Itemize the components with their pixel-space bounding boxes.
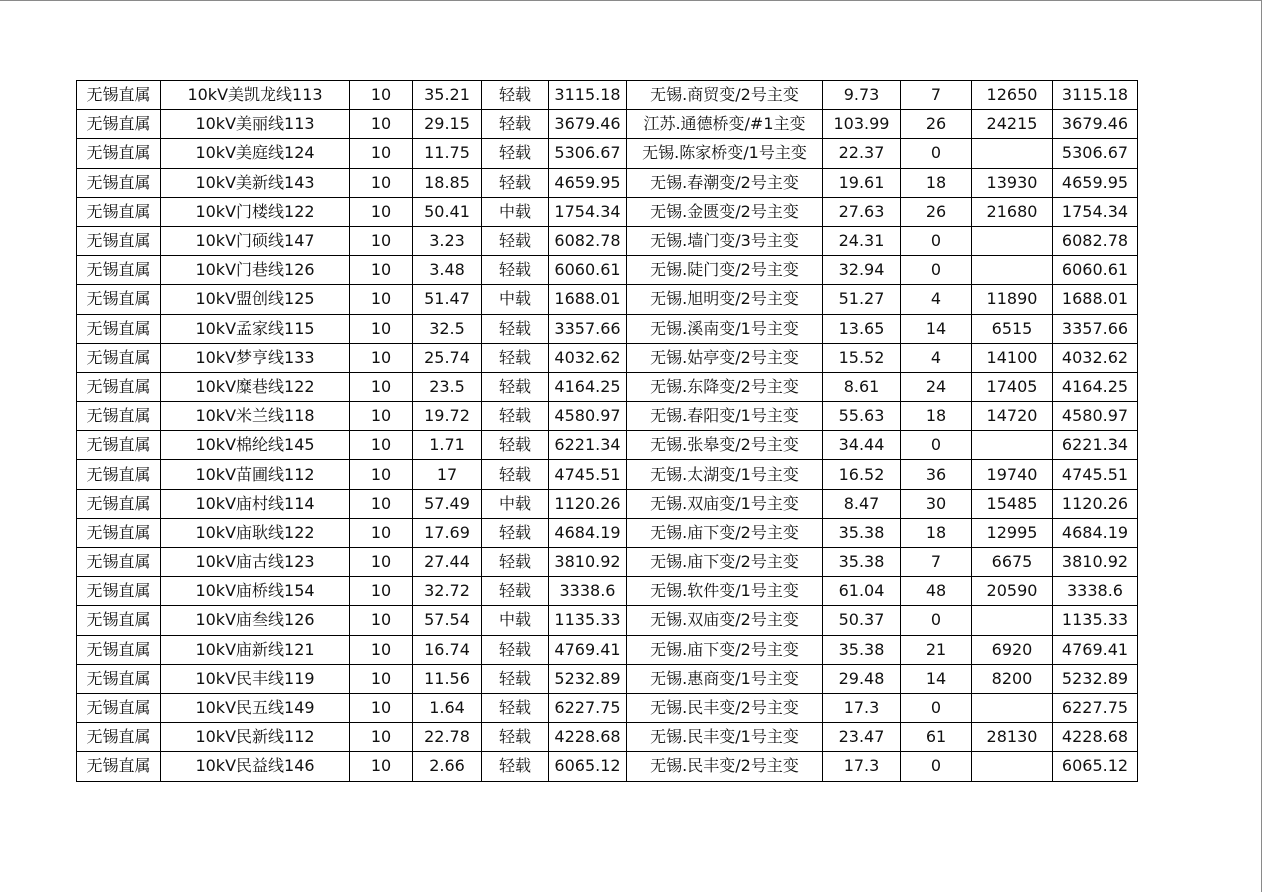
- spreadsheet-page: [76, 80, 1138, 782]
- unit-cell: 无锡直属: [77, 460, 161, 489]
- transformer-value-cell: 22.37: [823, 139, 901, 168]
- count-cell: 24: [901, 372, 972, 401]
- transformer-cell: 无锡.双庙变/1号主变: [627, 489, 823, 518]
- feeder-name-cell: 10kV美丽线113: [161, 110, 350, 139]
- load-level-cell: 轻载: [482, 372, 549, 401]
- feeder-name-cell: 10kV庙古线123: [161, 548, 350, 577]
- unit-cell: 无锡直属: [77, 518, 161, 547]
- amount-cell: 12995: [972, 518, 1053, 547]
- voltage-cell: 10: [350, 460, 413, 489]
- amount-cell: 14720: [972, 402, 1053, 431]
- transformer-cell: 江苏.通德桥变/#1主变: [627, 110, 823, 139]
- table-row: [77, 110, 1138, 139]
- feeder-name-cell: 10kV民五线149: [161, 693, 350, 722]
- feeder-name-cell: 10kV盟创线125: [161, 285, 350, 314]
- load-rate-cell: 1.64: [413, 693, 482, 722]
- feeder-name-cell: 10kV苗圃线112: [161, 460, 350, 489]
- amount-cell: [972, 693, 1053, 722]
- table-row: [77, 139, 1138, 168]
- voltage-cell: 10: [350, 168, 413, 197]
- count-cell: 18: [901, 402, 972, 431]
- load-level-cell: 轻载: [482, 431, 549, 460]
- load-level-cell: 轻载: [482, 226, 549, 255]
- amount-cell: 11890: [972, 285, 1053, 314]
- table-row: [77, 489, 1138, 518]
- capacity-cell: 4032.62: [549, 343, 627, 372]
- voltage-cell: 10: [350, 314, 413, 343]
- transformer-value-cell: 27.63: [823, 197, 901, 226]
- table-row: [77, 460, 1138, 489]
- voltage-cell: 10: [350, 635, 413, 664]
- amount-cell: 13930: [972, 168, 1053, 197]
- amount-cell: 19740: [972, 460, 1053, 489]
- load-rate-cell: 1.71: [413, 431, 482, 460]
- count-cell: 14: [901, 664, 972, 693]
- load-rate-cell: 3.23: [413, 226, 482, 255]
- transformer-value-cell: 35.38: [823, 635, 901, 664]
- table-row: [77, 372, 1138, 401]
- unit-cell: 无锡直属: [77, 664, 161, 693]
- load-level-cell: 轻载: [482, 343, 549, 372]
- margin-cell: 3810.92: [1053, 548, 1138, 577]
- load-rate-cell: 27.44: [413, 548, 482, 577]
- load-rate-cell: 57.49: [413, 489, 482, 518]
- feeder-name-cell: 10kV庙桥线154: [161, 577, 350, 606]
- margin-cell: 4745.51: [1053, 460, 1138, 489]
- voltage-cell: 10: [350, 110, 413, 139]
- margin-cell: 1754.34: [1053, 197, 1138, 226]
- count-cell: 36: [901, 460, 972, 489]
- load-rate-cell: 25.74: [413, 343, 482, 372]
- margin-cell: 1688.01: [1053, 285, 1138, 314]
- feeder-name-cell: 10kV庙耿线122: [161, 518, 350, 547]
- load-level-cell: 轻载: [482, 168, 549, 197]
- voltage-cell: 10: [350, 402, 413, 431]
- transformer-cell: 无锡.民丰变/1号主变: [627, 723, 823, 752]
- load-level-cell: 中载: [482, 197, 549, 226]
- amount-cell: 20590: [972, 577, 1053, 606]
- load-rate-cell: 16.74: [413, 635, 482, 664]
- count-cell: 0: [901, 693, 972, 722]
- feeder-name-cell: 10kV民丰线119: [161, 664, 350, 693]
- count-cell: 0: [901, 256, 972, 285]
- table-row: [77, 343, 1138, 372]
- load-rate-cell: 2.66: [413, 752, 482, 781]
- load-level-cell: 中载: [482, 285, 549, 314]
- amount-cell: [972, 256, 1053, 285]
- count-cell: 7: [901, 81, 972, 110]
- unit-cell: 无锡直属: [77, 431, 161, 460]
- feeder-name-cell: 10kV美凯龙线113: [161, 81, 350, 110]
- unit-cell: 无锡直属: [77, 402, 161, 431]
- feeder-name-cell: 10kV糜巷线122: [161, 372, 350, 401]
- load-rate-cell: 29.15: [413, 110, 482, 139]
- transformer-cell: 无锡.庙下变/2号主变: [627, 548, 823, 577]
- capacity-cell: 6221.34: [549, 431, 627, 460]
- count-cell: 0: [901, 226, 972, 255]
- voltage-cell: 10: [350, 139, 413, 168]
- unit-cell: 无锡直属: [77, 693, 161, 722]
- unit-cell: 无锡直属: [77, 110, 161, 139]
- margin-cell: 3679.46: [1053, 110, 1138, 139]
- margin-cell: 3115.18: [1053, 81, 1138, 110]
- margin-cell: 3338.6: [1053, 577, 1138, 606]
- voltage-cell: 10: [350, 606, 413, 635]
- margin-cell: 6082.78: [1053, 226, 1138, 255]
- table-row: [77, 314, 1138, 343]
- feeder-name-cell: 10kV民益线146: [161, 752, 350, 781]
- load-level-cell: 中载: [482, 606, 549, 635]
- voltage-cell: 10: [350, 226, 413, 255]
- transformer-cell: 无锡.墙门变/3号主变: [627, 226, 823, 255]
- transformer-value-cell: 8.61: [823, 372, 901, 401]
- voltage-cell: 10: [350, 518, 413, 547]
- margin-cell: 4580.97: [1053, 402, 1138, 431]
- load-rate-cell: 17: [413, 460, 482, 489]
- count-cell: 21: [901, 635, 972, 664]
- load-level-cell: 轻载: [482, 664, 549, 693]
- load-level-cell: 轻载: [482, 256, 549, 285]
- transformer-value-cell: 13.65: [823, 314, 901, 343]
- count-cell: 18: [901, 168, 972, 197]
- table-row: [77, 518, 1138, 547]
- capacity-cell: 1754.34: [549, 197, 627, 226]
- voltage-cell: 10: [350, 256, 413, 285]
- table-row: [77, 606, 1138, 635]
- transformer-value-cell: 17.3: [823, 752, 901, 781]
- load-rate-cell: 3.48: [413, 256, 482, 285]
- capacity-cell: 6082.78: [549, 226, 627, 255]
- capacity-cell: 3338.6: [549, 577, 627, 606]
- unit-cell: 无锡直属: [77, 343, 161, 372]
- voltage-cell: 10: [350, 664, 413, 693]
- transformer-value-cell: 34.44: [823, 431, 901, 460]
- margin-cell: 4164.25: [1053, 372, 1138, 401]
- table-row: [77, 256, 1138, 285]
- unit-cell: 无锡直属: [77, 168, 161, 197]
- margin-cell: 4769.41: [1053, 635, 1138, 664]
- table-row: [77, 81, 1138, 110]
- capacity-cell: 4580.97: [549, 402, 627, 431]
- amount-cell: [972, 139, 1053, 168]
- count-cell: 30: [901, 489, 972, 518]
- capacity-cell: 3357.66: [549, 314, 627, 343]
- load-level-cell: 轻载: [482, 693, 549, 722]
- transformer-value-cell: 55.63: [823, 402, 901, 431]
- amount-cell: 8200: [972, 664, 1053, 693]
- amount-cell: 15485: [972, 489, 1053, 518]
- transformer-cell: 无锡.惠商变/1号主变: [627, 664, 823, 693]
- transformer-value-cell: 15.52: [823, 343, 901, 372]
- count-cell: 4: [901, 343, 972, 372]
- capacity-cell: 4228.68: [549, 723, 627, 752]
- load-level-cell: 轻载: [482, 548, 549, 577]
- transformer-cell: 无锡.民丰变/2号主变: [627, 693, 823, 722]
- transformer-value-cell: 35.38: [823, 518, 901, 547]
- voltage-cell: 10: [350, 372, 413, 401]
- unit-cell: 无锡直属: [77, 314, 161, 343]
- transformer-cell: 无锡.春潮变/2号主变: [627, 168, 823, 197]
- count-cell: 4: [901, 285, 972, 314]
- transformer-cell: 无锡.金匮变/2号主变: [627, 197, 823, 226]
- unit-cell: 无锡直属: [77, 285, 161, 314]
- amount-cell: 24215: [972, 110, 1053, 139]
- voltage-cell: 10: [350, 343, 413, 372]
- transformer-cell: 无锡.陈家桥变/1号主变: [627, 139, 823, 168]
- unit-cell: 无锡直属: [77, 635, 161, 664]
- capacity-cell: 4769.41: [549, 635, 627, 664]
- margin-cell: 4684.19: [1053, 518, 1138, 547]
- load-rate-cell: 19.72: [413, 402, 482, 431]
- unit-cell: 无锡直属: [77, 577, 161, 606]
- margin-cell: 4659.95: [1053, 168, 1138, 197]
- transformer-value-cell: 50.37: [823, 606, 901, 635]
- voltage-cell: 10: [350, 197, 413, 226]
- transformer-value-cell: 24.31: [823, 226, 901, 255]
- amount-cell: 6675: [972, 548, 1053, 577]
- capacity-cell: 1120.26: [549, 489, 627, 518]
- count-cell: 26: [901, 197, 972, 226]
- capacity-cell: 6065.12: [549, 752, 627, 781]
- load-rate-cell: 17.69: [413, 518, 482, 547]
- table-row: [77, 431, 1138, 460]
- unit-cell: 无锡直属: [77, 139, 161, 168]
- table-row: [77, 548, 1138, 577]
- transformer-value-cell: 17.3: [823, 693, 901, 722]
- capacity-cell: 5306.67: [549, 139, 627, 168]
- transformer-value-cell: 32.94: [823, 256, 901, 285]
- load-rate-cell: 11.75: [413, 139, 482, 168]
- margin-cell: 1135.33: [1053, 606, 1138, 635]
- voltage-cell: 10: [350, 431, 413, 460]
- margin-cell: 6227.75: [1053, 693, 1138, 722]
- count-cell: 0: [901, 139, 972, 168]
- load-rate-cell: 57.54: [413, 606, 482, 635]
- capacity-cell: 6227.75: [549, 693, 627, 722]
- transformer-cell: 无锡.张皋变/2号主变: [627, 431, 823, 460]
- capacity-cell: 4659.95: [549, 168, 627, 197]
- capacity-cell: 4684.19: [549, 518, 627, 547]
- load-level-cell: 轻载: [482, 314, 549, 343]
- amount-cell: 17405: [972, 372, 1053, 401]
- load-level-cell: 轻载: [482, 110, 549, 139]
- transformer-value-cell: 103.99: [823, 110, 901, 139]
- page-edge-top: [0, 0, 1262, 1]
- margin-cell: 5306.67: [1053, 139, 1138, 168]
- feeder-name-cell: 10kV棉纶线145: [161, 431, 350, 460]
- count-cell: 7: [901, 548, 972, 577]
- transformer-cell: 无锡.商贸变/2号主变: [627, 81, 823, 110]
- transformer-value-cell: 9.73: [823, 81, 901, 110]
- capacity-cell: 3115.18: [549, 81, 627, 110]
- table-row: [77, 577, 1138, 606]
- unit-cell: 无锡直属: [77, 197, 161, 226]
- table-row: [77, 402, 1138, 431]
- margin-cell: 6065.12: [1053, 752, 1138, 781]
- voltage-cell: 10: [350, 489, 413, 518]
- amount-cell: [972, 431, 1053, 460]
- amount-cell: [972, 226, 1053, 255]
- margin-cell: 5232.89: [1053, 664, 1138, 693]
- transformer-value-cell: 8.47: [823, 489, 901, 518]
- feeder-load-table: [76, 80, 1138, 782]
- load-level-cell: 轻载: [482, 402, 549, 431]
- transformer-value-cell: 16.52: [823, 460, 901, 489]
- amount-cell: 6515: [972, 314, 1053, 343]
- load-level-cell: 轻载: [482, 752, 549, 781]
- transformer-cell: 无锡.溪南变/1号主变: [627, 314, 823, 343]
- load-level-cell: 轻载: [482, 577, 549, 606]
- transformer-cell: 无锡.庙下变/2号主变: [627, 635, 823, 664]
- transformer-cell: 无锡.东降变/2号主变: [627, 372, 823, 401]
- count-cell: 61: [901, 723, 972, 752]
- voltage-cell: 10: [350, 548, 413, 577]
- margin-cell: 1120.26: [1053, 489, 1138, 518]
- count-cell: 0: [901, 606, 972, 635]
- load-level-cell: 轻载: [482, 635, 549, 664]
- count-cell: 26: [901, 110, 972, 139]
- table-row: [77, 285, 1138, 314]
- load-rate-cell: 35.21: [413, 81, 482, 110]
- amount-cell: [972, 606, 1053, 635]
- count-cell: 0: [901, 752, 972, 781]
- capacity-cell: 3679.46: [549, 110, 627, 139]
- count-cell: 14: [901, 314, 972, 343]
- table-row: [77, 197, 1138, 226]
- voltage-cell: 10: [350, 577, 413, 606]
- load-rate-cell: 23.5: [413, 372, 482, 401]
- transformer-value-cell: 29.48: [823, 664, 901, 693]
- load-rate-cell: 50.41: [413, 197, 482, 226]
- voltage-cell: 10: [350, 81, 413, 110]
- transformer-cell: 无锡.旭明变/2号主变: [627, 285, 823, 314]
- feeder-name-cell: 10kV庙村线114: [161, 489, 350, 518]
- transformer-cell: 无锡.双庙变/2号主变: [627, 606, 823, 635]
- voltage-cell: 10: [350, 285, 413, 314]
- load-level-cell: 轻载: [482, 81, 549, 110]
- table-row: [77, 723, 1138, 752]
- table-row: [77, 693, 1138, 722]
- load-level-cell: 轻载: [482, 460, 549, 489]
- margin-cell: 6221.34: [1053, 431, 1138, 460]
- amount-cell: 14100: [972, 343, 1053, 372]
- transformer-cell: 无锡.姑亭变/2号主变: [627, 343, 823, 372]
- unit-cell: 无锡直属: [77, 226, 161, 255]
- capacity-cell: 6060.61: [549, 256, 627, 285]
- load-rate-cell: 22.78: [413, 723, 482, 752]
- load-rate-cell: 32.72: [413, 577, 482, 606]
- count-cell: 48: [901, 577, 972, 606]
- feeder-name-cell: 10kV门巷线126: [161, 256, 350, 285]
- transformer-cell: 无锡.软件变/1号主变: [627, 577, 823, 606]
- count-cell: 0: [901, 431, 972, 460]
- table-row: [77, 664, 1138, 693]
- feeder-name-cell: 10kV庙新线121: [161, 635, 350, 664]
- transformer-value-cell: 23.47: [823, 723, 901, 752]
- transformer-cell: 无锡.春阳变/1号主变: [627, 402, 823, 431]
- feeder-name-cell: 10kV门楼线122: [161, 197, 350, 226]
- transformer-cell: 无锡.民丰变/2号主变: [627, 752, 823, 781]
- amount-cell: 21680: [972, 197, 1053, 226]
- table-body: [77, 81, 1138, 782]
- unit-cell: 无锡直属: [77, 548, 161, 577]
- feeder-name-cell: 10kV梦亨线133: [161, 343, 350, 372]
- unit-cell: 无锡直属: [77, 81, 161, 110]
- transformer-value-cell: 19.61: [823, 168, 901, 197]
- feeder-name-cell: 10kV美庭线124: [161, 139, 350, 168]
- margin-cell: 3357.66: [1053, 314, 1138, 343]
- table-row: [77, 635, 1138, 664]
- transformer-cell: 无锡.陡门变/2号主变: [627, 256, 823, 285]
- capacity-cell: 3810.92: [549, 548, 627, 577]
- load-rate-cell: 51.47: [413, 285, 482, 314]
- margin-cell: 4032.62: [1053, 343, 1138, 372]
- transformer-value-cell: 61.04: [823, 577, 901, 606]
- unit-cell: 无锡直属: [77, 256, 161, 285]
- amount-cell: 12650: [972, 81, 1053, 110]
- unit-cell: 无锡直属: [77, 489, 161, 518]
- amount-cell: 28130: [972, 723, 1053, 752]
- load-rate-cell: 18.85: [413, 168, 482, 197]
- voltage-cell: 10: [350, 693, 413, 722]
- transformer-cell: 无锡.庙下变/2号主变: [627, 518, 823, 547]
- transformer-value-cell: 51.27: [823, 285, 901, 314]
- load-level-cell: 轻载: [482, 139, 549, 168]
- voltage-cell: 10: [350, 752, 413, 781]
- amount-cell: [972, 752, 1053, 781]
- capacity-cell: 1688.01: [549, 285, 627, 314]
- voltage-cell: 10: [350, 723, 413, 752]
- unit-cell: 无锡直属: [77, 606, 161, 635]
- table-row: [77, 752, 1138, 781]
- feeder-name-cell: 10kV门硕线147: [161, 226, 350, 255]
- table-row: [77, 168, 1138, 197]
- feeder-name-cell: 10kV民新线112: [161, 723, 350, 752]
- load-level-cell: 轻载: [482, 518, 549, 547]
- capacity-cell: 4164.25: [549, 372, 627, 401]
- unit-cell: 无锡直属: [77, 372, 161, 401]
- capacity-cell: 4745.51: [549, 460, 627, 489]
- capacity-cell: 1135.33: [549, 606, 627, 635]
- load-rate-cell: 11.56: [413, 664, 482, 693]
- amount-cell: 6920: [972, 635, 1053, 664]
- margin-cell: 6060.61: [1053, 256, 1138, 285]
- count-cell: 18: [901, 518, 972, 547]
- feeder-name-cell: 10kV美新线143: [161, 168, 350, 197]
- load-level-cell: 轻载: [482, 723, 549, 752]
- transformer-cell: 无锡.太湖变/1号主变: [627, 460, 823, 489]
- table-row: [77, 226, 1138, 255]
- load-rate-cell: 32.5: [413, 314, 482, 343]
- feeder-name-cell: 10kV孟家线115: [161, 314, 350, 343]
- transformer-value-cell: 35.38: [823, 548, 901, 577]
- load-level-cell: 中载: [482, 489, 549, 518]
- margin-cell: 4228.68: [1053, 723, 1138, 752]
- feeder-name-cell: 10kV米兰线118: [161, 402, 350, 431]
- capacity-cell: 5232.89: [549, 664, 627, 693]
- unit-cell: 无锡直属: [77, 723, 161, 752]
- unit-cell: 无锡直属: [77, 752, 161, 781]
- feeder-name-cell: 10kV庙叁线126: [161, 606, 350, 635]
